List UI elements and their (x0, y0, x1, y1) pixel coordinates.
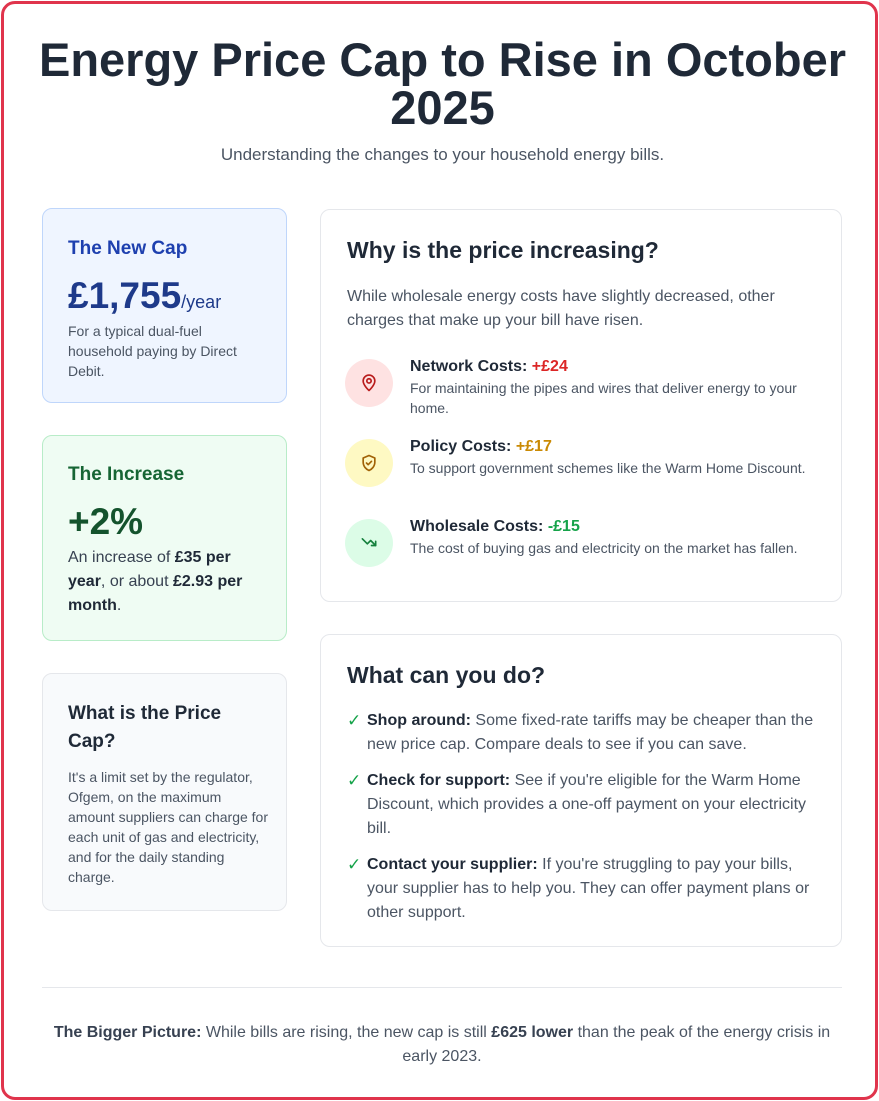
increase-card (42, 435, 287, 641)
increase-percent: +2% (68, 501, 144, 542)
new-cap-title: The New Cap (68, 238, 188, 259)
infographic-frame (1, 1, 878, 1100)
page-subtitle: Understanding the changes to your household energy bills. (220, 145, 665, 164)
what-is-cap-card (42, 673, 287, 911)
why-increase-intro: While wholesale energy costs have slightly decreased, other charges that make up your bill have risen. (347, 288, 775, 329)
cost-item-heading: Network Costs: +£24 (410, 358, 568, 375)
new-cap-value: £1,755 (68, 275, 182, 316)
cost-item-policy (345, 437, 825, 501)
why-increase-title: Why is the price increasing? (347, 237, 659, 263)
cost-item-description: To support government schemes like the Warm Home Discount. (410, 460, 806, 476)
map-pin-icon (345, 359, 393, 407)
footer-lead: The Bigger Picture: (53, 1024, 202, 1041)
action-item-text: Some fixed-rate tariffs may be cheaper than the new price cap. Compare deals to see if you can save. (367, 712, 814, 753)
what-can-you-do-title: What can you do? (347, 662, 546, 688)
cost-item-description: For maintaining the pipes and wires that deliver energy to your home. (410, 380, 797, 416)
cost-item-value: +£24 (531, 358, 568, 375)
increase-monthly-amount: £2.93 per month (68, 573, 243, 614)
bigger-picture-footer: The Bigger Picture: While bills are rising, the new cap is still £625 lower than the peak of the energy crisis in early 2023. (53, 1024, 831, 1065)
new-cap-description: For a typical dual-fuel household paying by Direct Debit. (68, 323, 237, 379)
new-cap-card (42, 208, 287, 403)
action-item-bold: Shop around: (367, 712, 471, 729)
check-icon: ✓ (347, 771, 362, 790)
action-item-text: See if you're eligible for the Warm Home Discount, which provides a one-off payment on your electricity bill. (367, 772, 807, 837)
why-increase-card (320, 209, 842, 602)
increase-title: The Increase (68, 464, 185, 485)
increase-yearly-amount: £35 per year (68, 549, 231, 590)
cost-item-description: The cost of buying gas and electricity on the market has fallen. (410, 540, 798, 556)
new-cap-amount (68, 275, 221, 317)
cost-item-wholesale (345, 517, 825, 581)
page-title: Energy Price Cap to Rise in October 2025 (38, 33, 847, 134)
cost-item-network (345, 357, 825, 421)
cost-item-value: +£17 (515, 438, 552, 455)
action-item-bold: Check for support: (367, 772, 511, 789)
footer-divider (42, 987, 842, 988)
check-icon: ✓ (347, 711, 362, 730)
cost-item-value: -£15 (547, 518, 580, 535)
check-icon: ✓ (347, 855, 362, 874)
action-item-text: If you're struggling to pay your bills, your supplier has to help you. They can offer payment plans or other support. (367, 856, 810, 921)
what-can-you-do-card (320, 634, 842, 947)
shield-check-icon (345, 439, 393, 487)
cost-item-heading: Policy Costs: +£17 (410, 438, 552, 455)
cost-item-heading: Wholesale Costs: -£15 (410, 518, 580, 535)
what-is-cap-description: It's a limit set by the regulator, Ofgem, on the maximum amount suppliers can charge for each unit of gas and electricity, and for the daily standing charge. (68, 769, 268, 885)
footer-amount: £625 lower (491, 1024, 574, 1041)
trending-down-icon (345, 519, 393, 567)
what-is-cap-title: What is the Price Cap? (68, 703, 222, 752)
increase-description: An increase of £35 per year, or about £2.93 per month. (68, 549, 243, 614)
action-item-bold: Contact your supplier: (367, 856, 538, 873)
new-cap-unit: /year (181, 292, 222, 312)
